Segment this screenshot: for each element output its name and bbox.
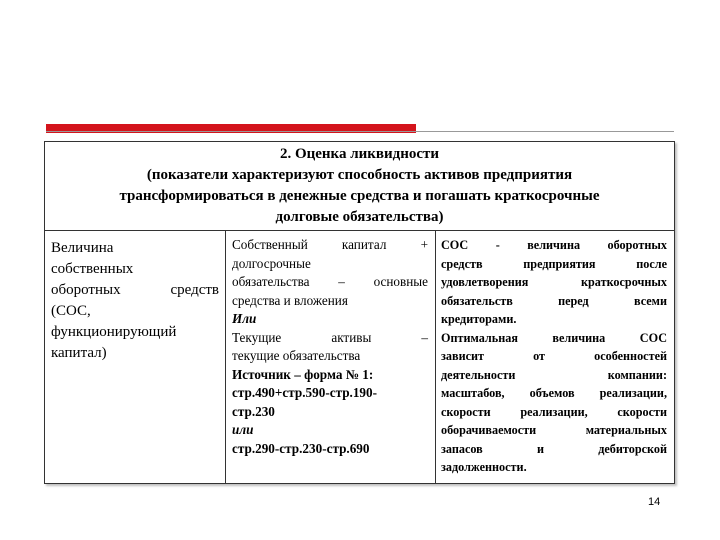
text-line: запасов и дебиторской — [441, 441, 667, 456]
text-line: стр.490+стр.590-стр.190- — [232, 385, 378, 400]
text-line: удовлетворения краткосрочных — [441, 275, 667, 289]
text-line: Величина — [51, 240, 114, 256]
title-rule — [46, 131, 674, 132]
text-line: капитал) — [51, 345, 107, 361]
text-line: деятельности компании: — [441, 367, 667, 382]
formula-cell — [232, 236, 428, 458]
text-line: Текущие активы – — [232, 329, 428, 345]
text-line: обязательств перед всеми — [441, 293, 667, 308]
text-line: функционирующий — [51, 324, 177, 340]
column-divider — [435, 231, 436, 484]
text-line: средств предприятия после — [441, 256, 667, 271]
page-number: 14 — [648, 496, 661, 508]
text-line: стр.290-стр.230-стр.690 — [232, 440, 370, 456]
header-title: 2. Оценка ликвидности — [279, 146, 440, 162]
text-line: долгосрочные — [232, 255, 311, 271]
text-line: Оптимальная величина СОС — [441, 330, 667, 345]
column-divider — [225, 231, 226, 484]
indicator-name-cell — [51, 238, 219, 364]
text-line: Собственный капитал + — [232, 237, 428, 252]
header-line: (показатели характеризуют способность активов предприятия — [146, 167, 573, 183]
text-line: Или — [232, 311, 257, 326]
text-line: собственных — [51, 261, 134, 277]
text-line: оборачиваемости материальных — [441, 423, 667, 437]
text-line: оборотных средств — [51, 282, 219, 298]
text-line: скорости реализации, скорости — [441, 404, 667, 419]
table-header — [45, 142, 674, 231]
text-line: текущие обязательства — [232, 348, 361, 363]
content-table — [44, 141, 675, 484]
text-line: или — [232, 422, 254, 437]
text-line: кредиторами. — [441, 312, 517, 326]
header-line: долговые обязательства) — [275, 209, 444, 225]
text-line: СОС - величина оборотных — [441, 238, 667, 252]
text-line: масштабов, объемов реализации, — [441, 386, 667, 400]
text-line: задолженности. — [441, 460, 527, 474]
text-line: стр.230 — [232, 403, 275, 419]
text-line: (СОС, — [51, 303, 91, 319]
description-cell — [441, 236, 667, 477]
header-line: трансформироваться в денежные средства и погашать краткосрочные — [119, 188, 600, 204]
text-line: Источник – форма № 1: — [232, 366, 374, 382]
text-line: обязательства – основные — [232, 274, 428, 289]
text-line: зависит от особенностей — [441, 349, 667, 363]
text-line: средства и вложения — [232, 292, 348, 308]
